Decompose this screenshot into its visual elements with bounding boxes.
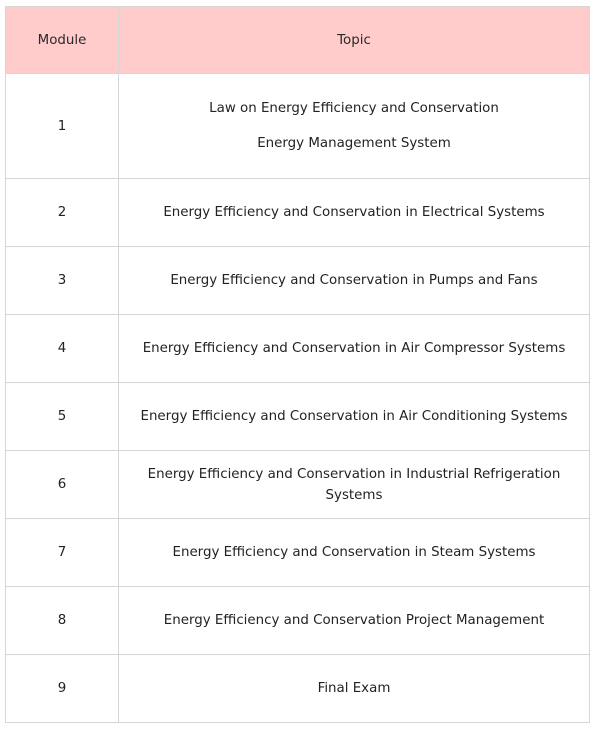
table-header bbox=[6, 7, 590, 74]
module-number: 3 bbox=[6, 247, 119, 315]
table-row bbox=[6, 383, 590, 451]
topic-text: Final Exam bbox=[317, 681, 391, 696]
topic-text: Energy Efficiency and Conservation in Steam Systems bbox=[172, 545, 536, 560]
module-topic-table bbox=[5, 6, 590, 723]
topic-text: Energy Efficiency and Conservation in Electrical Systems bbox=[163, 205, 545, 220]
topic-cell bbox=[119, 74, 590, 179]
topic-text: Energy Efficiency and Conservation in Pumps and Fans bbox=[170, 273, 538, 288]
topic-text: Energy Efficiency and Conservation Project Management bbox=[163, 613, 545, 628]
header-row bbox=[6, 7, 590, 74]
topic-text: Energy Management System bbox=[257, 136, 451, 151]
module-number: 9 bbox=[6, 655, 119, 723]
topic-text: Energy Efficiency and Conservation in Air Compressor Systems bbox=[142, 341, 566, 356]
table-row bbox=[6, 587, 590, 655]
module-number: 8 bbox=[6, 587, 119, 655]
topic-cell bbox=[119, 655, 590, 723]
table-row bbox=[6, 179, 590, 247]
topic-text: Energy Efficiency and Conservation in Air Conditioning Systems bbox=[140, 409, 568, 424]
module-number: 5 bbox=[6, 383, 119, 451]
table-row bbox=[6, 247, 590, 315]
module-table-container bbox=[5, 6, 590, 723]
module-number: 1 bbox=[6, 74, 119, 179]
module-number: 2 bbox=[6, 179, 119, 247]
table-row bbox=[6, 451, 590, 519]
topic-cell bbox=[119, 451, 590, 519]
topic-cell bbox=[119, 383, 590, 451]
table-row bbox=[6, 519, 590, 587]
topic-cell bbox=[119, 519, 590, 587]
header-topic: Topic bbox=[119, 7, 590, 74]
table-row bbox=[6, 655, 590, 723]
module-number: 6 bbox=[6, 451, 119, 519]
topic-cell bbox=[119, 179, 590, 247]
topic-cell bbox=[119, 315, 590, 383]
table-row bbox=[6, 74, 590, 179]
module-number: 4 bbox=[6, 315, 119, 383]
module-number: 7 bbox=[6, 519, 119, 587]
topic-cell bbox=[119, 247, 590, 315]
table-row bbox=[6, 315, 590, 383]
topic-text: Energy Efficiency and Conservation in Industrial Refrigeration Systems bbox=[147, 466, 561, 503]
table-body bbox=[6, 74, 590, 723]
topic-text: Law on Energy Efficiency and Conservation bbox=[209, 101, 499, 116]
topic-cell bbox=[119, 587, 590, 655]
header-module: Module bbox=[6, 7, 119, 74]
